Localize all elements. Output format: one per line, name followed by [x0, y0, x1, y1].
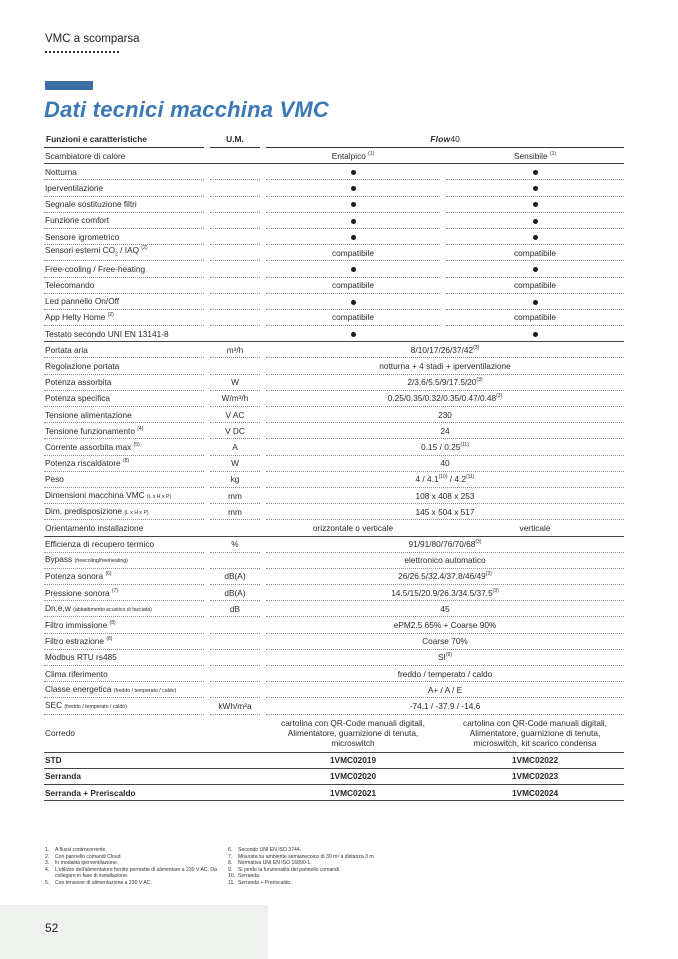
- row-label: Regolazione portata: [44, 358, 204, 374]
- table-row: [44, 753, 624, 769]
- code-entalpico: 1VMC02019: [266, 753, 440, 769]
- section-label: VMC a scomparsa: [45, 33, 140, 45]
- code-entalpico: 1VMC02021: [266, 785, 440, 801]
- cell-entalpico: compatibile: [266, 310, 440, 326]
- table-row: [44, 358, 624, 374]
- header-unit: U.M.: [210, 131, 260, 148]
- row-unit: [210, 682, 260, 698]
- col-sensibile: Sensibile $^{(1)}$: [446, 148, 624, 164]
- row-value: 14.5/15/20.9/26.3/34.5/37.5$^{(3)}$: [266, 585, 624, 601]
- footnote: 2. Con pannello comandi Cloud.: [45, 853, 122, 860]
- table-row: [44, 682, 624, 698]
- table-row: [44, 569, 624, 585]
- row-label: Efficienza di recupero termico: [44, 537, 204, 553]
- feature-dot-icon: [533, 300, 538, 305]
- row-label: Telecomando: [44, 278, 204, 294]
- cell-sensibile: [446, 294, 624, 310]
- row-value: A+ / A / E: [266, 682, 624, 698]
- row-value: 24: [266, 423, 624, 439]
- row-value: freddo / temperato / caldo: [266, 666, 624, 682]
- feature-dot-icon: [351, 300, 356, 305]
- cell-entalpico: [266, 294, 440, 310]
- row-unit: V AC: [210, 407, 260, 423]
- table-row: [44, 537, 624, 553]
- row-label: STD: [44, 753, 204, 769]
- row-unit: mm: [210, 488, 260, 504]
- row-label: Free-cooling / Free-heating: [44, 261, 204, 277]
- row-value: 0.25/0.35/0.32/0.35/0.47/0.48$^{(3)}$: [266, 391, 624, 407]
- cell-sensibile: [446, 180, 624, 196]
- row-unit: dB(A): [210, 569, 260, 585]
- feature-dot-icon: [351, 332, 356, 337]
- feature-dot-icon: [351, 267, 356, 272]
- row-unit: mm: [210, 504, 260, 520]
- feature-dot-icon: [533, 219, 538, 224]
- row-label: Serranda + Preriscaldo: [44, 785, 204, 801]
- row-unit: [210, 650, 260, 666]
- footnotes-left: [45, 847, 225, 887]
- table-row: [44, 245, 624, 261]
- code-sensibile: 1VMC02022: [446, 753, 624, 769]
- row-unit: [210, 666, 260, 682]
- row-unit: W: [210, 456, 260, 472]
- table-row: [44, 585, 624, 601]
- row-label: Sensori esterni $CO_2$ / IAQ $^{(2)}$: [44, 245, 204, 261]
- cell-entalpico: [266, 164, 440, 180]
- footnote: 5. Con tensione di alimentazione a 230 V AC.: [45, 879, 152, 886]
- row-label: Potenza assorbita: [44, 375, 204, 391]
- row-label: Dn,e,w (abbattimento acustico di facciata): [44, 601, 204, 617]
- page-number: 52: [45, 921, 59, 935]
- table-row: [44, 180, 624, 196]
- row-label: Sensore igrometrico: [44, 229, 204, 245]
- table-row: [44, 456, 624, 472]
- row-value: SI$^{(9)}$: [266, 650, 624, 666]
- feature-dot-icon: [533, 170, 538, 175]
- header-model: [266, 131, 624, 148]
- cell-entalpico: [266, 261, 440, 277]
- row-label: Notturna: [44, 164, 204, 180]
- feature-dot-icon: [533, 332, 538, 337]
- row-value: 0.15 / 0.25$^{(11)}$: [266, 439, 624, 455]
- row-unit: [210, 553, 260, 569]
- table-row: [44, 439, 624, 455]
- footnote: 10. Serranda.: [228, 873, 261, 880]
- row-label: SEC (freddo / temperato / caldo): [44, 698, 204, 714]
- row-label: Classe energetica (freddo / temperato / caldo): [44, 682, 204, 698]
- cell-sensibile: compatibile: [446, 278, 624, 294]
- cell-entalpico: [266, 197, 440, 213]
- footnote: 7. Misurata su ambiente semianecoico di 30 m³ a distanza 3 m.: [228, 853, 376, 860]
- table-row: [44, 769, 624, 785]
- row-label: Segnale sostituzione filtri: [44, 197, 204, 213]
- row-label: Tensione funzionamento $^{(4)}$: [44, 423, 204, 439]
- table-row: [44, 213, 624, 229]
- footnotes-right: [228, 847, 428, 887]
- row-label: Funzione comfort: [44, 213, 204, 229]
- row-unit: A: [210, 439, 260, 455]
- cell-sensibile: [446, 164, 624, 180]
- row-label: Serranda: [44, 769, 204, 785]
- row-unit: [210, 617, 260, 633]
- spec-table: [44, 131, 624, 801]
- row-unit: %: [210, 537, 260, 553]
- page-title: Dati tecnici macchina VMC: [44, 97, 329, 122]
- row-value: Coarse 70%: [266, 634, 624, 650]
- footer-panel: [0, 905, 268, 959]
- row-label: Peso: [44, 472, 204, 488]
- cell-sensibile: compatibile: [446, 310, 624, 326]
- row-value: elettronico automatico: [266, 553, 624, 569]
- cell-entalpico: [266, 213, 440, 229]
- row-value: 91/91/80/76/70/68$^{(3)}$: [266, 537, 624, 553]
- table-row: [44, 375, 624, 391]
- cell-sensibile: [446, 197, 624, 213]
- cell-sensibile: compatibile: [446, 245, 624, 261]
- row-label: App Helty Home $^{(2)}$: [44, 310, 204, 326]
- table-row: [44, 601, 624, 617]
- row-unit: kWh/m²a: [210, 698, 260, 714]
- row-label: Filtro estrazione $^{(8)}$: [44, 634, 204, 650]
- row-unit: W: [210, 375, 260, 391]
- table-row: [44, 785, 624, 801]
- row-unit: kg: [210, 472, 260, 488]
- row-label: Bypass (freecoling/freeheating): [44, 553, 204, 569]
- row-value: 45: [266, 601, 624, 617]
- col-entalpico: Entalpico $^{(1)}$: [266, 148, 440, 164]
- feature-dot-icon: [351, 170, 356, 175]
- table-row: [44, 715, 624, 753]
- row-label: Modbus RTU rs485: [44, 650, 204, 666]
- table-row: [44, 261, 624, 277]
- feature-dot-icon: [351, 202, 356, 207]
- footnote: 8. Normativa UNI EN ISO 16890-1.: [228, 860, 312, 867]
- row-value: notturna + 4 stadi + iperventilazione: [266, 358, 624, 374]
- cell-sensibile: [446, 229, 624, 245]
- row-label: Scambiatore di calore: [44, 148, 204, 164]
- row-label: Led pannello On/Off: [44, 294, 204, 310]
- cell-entalpico: orizzontale o verticale: [266, 520, 440, 536]
- row-label: Potenza sonora $^{(6)}$: [44, 569, 204, 585]
- accent-bar: [45, 81, 93, 90]
- row-label: Corrente assorbita max $^{(5)}$: [44, 439, 204, 455]
- row-label: Potenza riscaldatore $^{(8)}$: [44, 456, 204, 472]
- row-label: Clima riferimento: [44, 666, 204, 682]
- code-entalpico: 1VMC02020: [266, 769, 440, 785]
- table-row: [44, 666, 624, 682]
- row-value: 26/26.5/32.4/37.8/46/49$^{(3)}$: [266, 569, 624, 585]
- cell-sensibile: cartolina con QR-Code manuali digitali, Alimentatore, guarnizione di tenuta, microswitch, kit scarico condensa: [446, 715, 624, 753]
- table-row: [44, 342, 624, 358]
- footnote: 1. A flussi controcorrente.: [45, 847, 107, 853]
- row-unit: dB(A): [210, 585, 260, 601]
- row-value: 8/10/17/26/37/42$^{(3)}$: [266, 342, 624, 358]
- table-row: [44, 488, 624, 504]
- table-row: [44, 553, 624, 569]
- cell-sensibile: [446, 261, 624, 277]
- footnote: 6. Secondo UNI EN ISO 3744.: [228, 847, 302, 853]
- table-row: [44, 278, 624, 294]
- cell-entalpico: cartolina con QR-Code manuali digitali, Alimentatore, guarnizione di tenuta, microswitch: [266, 715, 440, 753]
- table-row: [44, 698, 624, 714]
- section-divider: [45, 51, 119, 53]
- row-value: 4 / 4.1$^{(10)}$ / 4.2$^{(11)}$: [266, 472, 624, 488]
- row-unit: dB: [210, 601, 260, 617]
- row-label: Dimensioni macchina VMC (L x H x P): [44, 488, 204, 504]
- cell-sensibile: [446, 326, 624, 342]
- row-label: Portata aria: [44, 342, 204, 358]
- feature-dot-icon: [533, 267, 538, 272]
- table-row: [44, 197, 624, 213]
- row-unit: m³/h: [210, 342, 260, 358]
- code-sensibile: 1VMC02023: [446, 769, 624, 785]
- row-value: -74.1 / -37.9 / -14.6: [266, 698, 624, 714]
- table-row: [44, 294, 624, 310]
- table-row: [44, 520, 624, 536]
- cell-entalpico: compatibile: [266, 278, 440, 294]
- table-row: [44, 423, 624, 439]
- row-unit: [210, 634, 260, 650]
- table-row: [44, 407, 624, 423]
- row-label: Testato secondo UNI EN 13141-8: [44, 326, 204, 342]
- table-row: [44, 164, 624, 180]
- row-value: ePM2.5 65% + Coarse 90%: [266, 617, 624, 633]
- row-unit: W/m³/h: [210, 391, 260, 407]
- table-row: [44, 229, 624, 245]
- cell-sensibile: verticale: [446, 520, 624, 536]
- row-label: Filtro immissione $^{(8)}$: [44, 617, 204, 633]
- cell-sensibile: [446, 213, 624, 229]
- table-row: [44, 650, 624, 666]
- table-row: [44, 634, 624, 650]
- table-row: [44, 148, 624, 164]
- feature-dot-icon: [533, 186, 538, 191]
- footnote: 4. L'utilizzo dell'alimentatore fornito permette di alimentare a 230 V AC. Da collegare in fase di installazione.: [45, 866, 217, 880]
- row-unit: V DC: [210, 423, 260, 439]
- table-row: [44, 310, 624, 326]
- model-number: 40: [450, 134, 460, 144]
- cell-entalpico: compatibile: [266, 245, 440, 261]
- row-label: Corredo: [44, 715, 204, 753]
- footnote: 3. In modalità iperventilazione.: [45, 860, 119, 867]
- brand-logo: Flow: [430, 134, 451, 144]
- feature-dot-icon: [351, 235, 356, 240]
- cell-entalpico: [266, 229, 440, 245]
- code-sensibile: 1VMC02024: [446, 785, 624, 801]
- row-value: 40: [266, 456, 624, 472]
- row-label: Dim. predisposizione (L x H x P): [44, 504, 204, 520]
- row-label: Iperventilazione: [44, 180, 204, 196]
- row-value: 230: [266, 407, 624, 423]
- table-row: [44, 617, 624, 633]
- footnote: 9. Si perde la funzionalità del pannello comandi.: [228, 866, 341, 873]
- cell-entalpico: [266, 326, 440, 342]
- feature-dot-icon: [351, 186, 356, 191]
- table-header-row: [44, 131, 624, 148]
- row-label: Potenza specifica: [44, 391, 204, 407]
- table-row: [44, 504, 624, 520]
- row-label: Pressione sonora $^{(7)}$: [44, 585, 204, 601]
- table-row: [44, 391, 624, 407]
- row-value: 145 x 504 x 517: [266, 504, 624, 520]
- feature-dot-icon: [533, 235, 538, 240]
- footnote: 11. Serranda + Preriscaldo.: [228, 879, 292, 886]
- table-row: [44, 472, 624, 488]
- row-label: Tensione alimentazione: [44, 407, 204, 423]
- table-row: [44, 326, 624, 342]
- row-value: 2/3.6/5.5/9/17.5/20$^{(3)}$: [266, 375, 624, 391]
- row-value: 108 x 408 x 253: [266, 488, 624, 504]
- feature-dot-icon: [533, 202, 538, 207]
- row-unit: [210, 358, 260, 374]
- cell-entalpico: [266, 180, 440, 196]
- feature-dot-icon: [351, 219, 356, 224]
- row-label: Orientamento installazione: [44, 520, 204, 536]
- header-features: Funzioni e caratteristiche: [44, 131, 204, 148]
